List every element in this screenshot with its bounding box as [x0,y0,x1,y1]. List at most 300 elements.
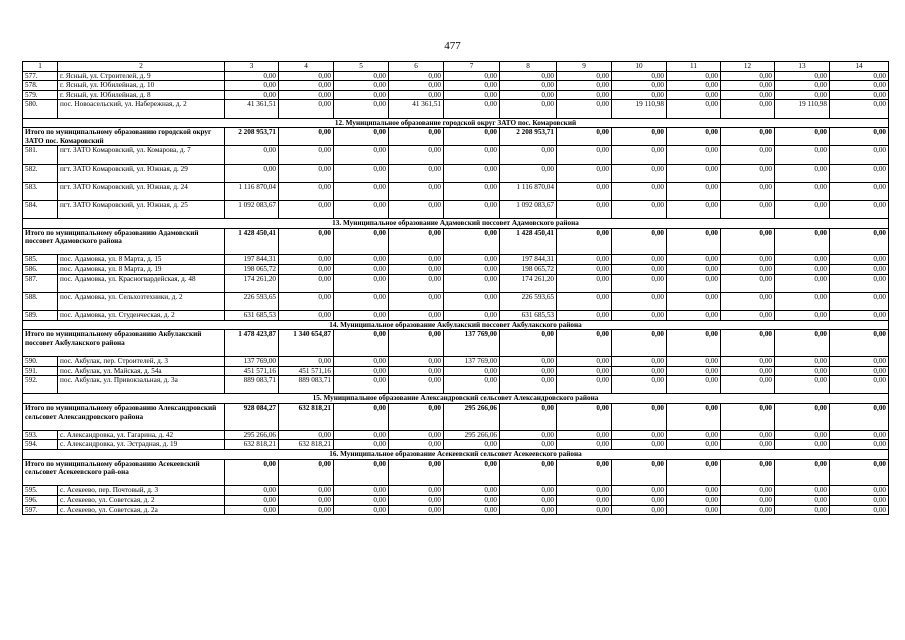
subtotal-label: Итого по муниципальному образованию Александровский сельсовет Александровского района [23,404,225,431]
row-number: 577. [23,71,58,81]
amount-cell: 0,00 [667,100,721,118]
table-row [23,505,889,515]
amount-cell: 0,00 [279,292,334,310]
amount-cell: 0,00 [775,505,830,515]
amount-cell: 0,00 [830,440,889,450]
amount-cell: 0,00 [721,200,775,218]
amount-cell: 0,00 [389,376,444,394]
amount-cell: 0,00 [444,274,500,292]
amount-cell: 0,00 [444,366,500,376]
amount-cell: 0,00 [775,495,830,505]
subtotal-cell: 137 769,00 [444,330,500,357]
amount-cell: 0,00 [612,440,667,450]
amount-cell: 0,00 [775,311,830,321]
amount-cell: 0,00 [389,486,444,496]
subtotal-cell: 0,00 [557,404,612,431]
address-cell: пгт. ЗАТО Комаровский, ул. Комарова, д. 7 [58,146,225,164]
subtotal-cell: 0,00 [279,459,334,486]
amount-cell: 0,00 [279,486,334,496]
subtotal-label: Итого по муниципальному образованию Акбулакский поссовет Акбулакского района [23,330,225,357]
table-row [23,311,889,321]
amount-cell: 0,00 [775,164,830,182]
table-row [23,81,889,91]
row-number: 585. [23,255,58,265]
amount-cell: 0,00 [444,182,500,200]
amount-cell: 0,00 [500,440,557,450]
report-table-body [23,62,889,515]
amount-cell: 0,00 [721,182,775,200]
subtotal-cell: 295 266,06 [444,404,500,431]
amount-cell: 0,00 [389,274,444,292]
amount-cell: 0,00 [830,505,889,515]
amount-cell: 451 571,16 [279,366,334,376]
subtotal-cell: 0,00 [721,459,775,486]
amount-cell: 0,00 [500,164,557,182]
column-number-2: 2 [58,62,225,72]
subtotal-cell: 1 478 423,87 [225,330,279,357]
amount-cell: 0,00 [830,376,889,394]
amount-cell: 0,00 [667,265,721,275]
subtotal-row [23,128,889,146]
amount-cell: 0,00 [279,274,334,292]
amount-cell: 0,00 [334,311,389,321]
amount-cell: 0,00 [500,505,557,515]
table-row [23,164,889,182]
amount-cell: 0,00 [667,81,721,91]
amount-cell: 0,00 [667,274,721,292]
amount-cell: 0,00 [334,486,389,496]
amount-cell: 0,00 [389,357,444,367]
row-number: 583. [23,182,58,200]
amount-cell: 0,00 [334,430,389,440]
amount-cell: 0,00 [444,255,500,265]
amount-cell: 0,00 [444,292,500,310]
amount-cell: 0,00 [667,146,721,164]
amount-cell: 0,00 [612,90,667,100]
amount-cell: 0,00 [667,200,721,218]
subtotal-cell: 0,00 [334,330,389,357]
subtotal-cell: 0,00 [389,459,444,486]
amount-cell: 0,00 [830,71,889,81]
amount-cell: 0,00 [612,200,667,218]
amount-cell: 0,00 [279,265,334,275]
amount-cell: 0,00 [612,366,667,376]
column-number-3: 3 [225,62,279,72]
subtotal-cell: 0,00 [389,128,444,146]
amount-cell: 0,00 [721,164,775,182]
amount-cell: 0,00 [830,486,889,496]
subtotal-cell: 0,00 [830,404,889,431]
subtotal-cell: 0,00 [500,330,557,357]
amount-cell: 0,00 [721,146,775,164]
amount-cell: 0,00 [389,255,444,265]
amount-cell: 0,00 [444,495,500,505]
amount-cell: 0,00 [830,100,889,118]
amount-cell: 0,00 [444,164,500,182]
amount-cell: 0,00 [775,200,830,218]
amount-cell: 0,00 [500,366,557,376]
row-number: 578. [23,81,58,91]
amount-cell: 197 844,31 [500,255,557,265]
amount-cell: 0,00 [279,81,334,91]
subtotal-cell: 0,00 [667,128,721,146]
amount-cell: 0,00 [667,486,721,496]
subtotal-cell: 0,00 [389,404,444,431]
amount-cell: 0,00 [721,430,775,440]
amount-cell: 0,00 [775,357,830,367]
amount-cell: 0,00 [612,495,667,505]
amount-cell: 19 110,98 [612,100,667,118]
amount-cell: 0,00 [612,265,667,275]
subtotal-cell: 0,00 [389,330,444,357]
amount-cell: 0,00 [279,71,334,81]
amount-cell: 0,00 [721,366,775,376]
amount-cell: 0,00 [830,81,889,91]
amount-cell: 0,00 [667,376,721,394]
amount-cell: 0,00 [557,100,612,118]
row-number: 582. [23,164,58,182]
column-number-6: 6 [389,62,444,72]
column-number-11: 11 [667,62,721,72]
amount-cell: 0,00 [830,146,889,164]
amount-cell: 0,00 [721,486,775,496]
amount-cell: 0,00 [830,357,889,367]
amount-cell: 0,00 [500,81,557,91]
section-heading: 15. Муниципальное образование Александровский сельсовет Александровского района [23,394,889,404]
address-cell: пос. Акбулак, пер. Строителей, д. 3 [58,357,225,367]
subtotal-cell: 0,00 [334,128,389,146]
subtotal-cell: 0,00 [775,330,830,357]
column-number-8: 8 [500,62,557,72]
amount-cell: 0,00 [389,200,444,218]
subtotal-cell: 0,00 [830,228,889,255]
amount-cell: 0,00 [334,90,389,100]
amount-cell: 0,00 [775,146,830,164]
subtotal-cell: 0,00 [225,459,279,486]
column-number-9: 9 [557,62,612,72]
amount-cell: 0,00 [721,357,775,367]
amount-cell: 0,00 [444,90,500,100]
amount-cell: 0,00 [612,505,667,515]
amount-cell: 0,00 [500,486,557,496]
amount-cell: 0,00 [830,430,889,440]
amount-cell: 0,00 [557,71,612,81]
amount-cell: 0,00 [830,200,889,218]
amount-cell: 0,00 [389,81,444,91]
amount-cell: 0,00 [612,255,667,265]
amount-cell: 0,00 [557,255,612,265]
amount-cell: 0,00 [612,430,667,440]
subtotal-cell: 0,00 [334,404,389,431]
row-number: 588. [23,292,58,310]
address-cell: пос. Адамовка, ул. Красногвардейская, д. 48 [58,274,225,292]
amount-cell: 0,00 [279,357,334,367]
subtotal-cell: 1 428 450,41 [225,228,279,255]
column-number-5: 5 [334,62,389,72]
subtotal-cell: 0,00 [721,128,775,146]
amount-cell: 0,00 [444,100,500,118]
subtotal-row [23,330,889,357]
subtotal-cell: 0,00 [667,459,721,486]
subtotal-cell: 0,00 [557,459,612,486]
amount-cell: 0,00 [334,366,389,376]
address-cell: пос. Адамовка, ул. Сельхозтехники, д. 2 [58,292,225,310]
amount-cell: 0,00 [667,71,721,81]
amount-cell: 631 685,53 [500,311,557,321]
amount-cell: 295 266,06 [444,430,500,440]
subtotal-cell: 0,00 [279,128,334,146]
amount-cell: 0,00 [279,182,334,200]
address-cell: пос. Адамовка, ул. 8 Марта, д. 15 [58,255,225,265]
amount-cell: 0,00 [721,292,775,310]
amount-cell: 631 685,53 [225,311,279,321]
table-row [23,430,889,440]
amount-cell: 0,00 [667,357,721,367]
amount-cell: 0,00 [721,81,775,91]
subtotal-cell: 0,00 [612,128,667,146]
amount-cell: 0,00 [557,292,612,310]
section-heading-row [23,219,889,229]
amount-cell: 0,00 [334,505,389,515]
amount-cell: 0,00 [775,255,830,265]
table-row [23,71,889,81]
amount-cell: 0,00 [557,486,612,496]
table-row [23,357,889,367]
section-heading-row [23,118,889,128]
amount-cell: 0,00 [775,292,830,310]
amount-cell: 0,00 [775,90,830,100]
table-row [23,100,889,118]
amount-cell: 0,00 [667,430,721,440]
amount-cell: 0,00 [500,100,557,118]
column-number-13: 13 [775,62,830,72]
amount-cell: 174 261,20 [225,274,279,292]
amount-cell: 0,00 [557,146,612,164]
amount-cell: 0,00 [389,71,444,81]
row-number: 591. [23,366,58,376]
amount-cell: 1 116 870,04 [500,182,557,200]
amount-cell: 0,00 [279,430,334,440]
amount-cell: 0,00 [557,376,612,394]
amount-cell: 0,00 [830,255,889,265]
section-heading: 16. Муниципальное образование Асекеевский сельсовет Асекеевского района [23,449,889,459]
page-number: 477 [444,40,461,52]
subtotal-cell: 632 818,21 [279,404,334,431]
amount-cell: 0,00 [721,71,775,81]
address-cell: пгт. ЗАТО Комаровский, ул. Южная, д. 24 [58,182,225,200]
subtotal-cell: 2 208 953,71 [500,128,557,146]
amount-cell: 0,00 [830,90,889,100]
amount-cell: 0,00 [667,311,721,321]
amount-cell: 0,00 [500,146,557,164]
amount-cell: 0,00 [830,292,889,310]
amount-cell: 1 092 083,67 [225,200,279,218]
amount-cell: 0,00 [557,200,612,218]
amount-cell: 0,00 [389,292,444,310]
subtotal-cell: 0,00 [667,228,721,255]
amount-cell: 0,00 [557,164,612,182]
subtotal-cell: 0,00 [721,330,775,357]
subtotal-cell: 0,00 [721,228,775,255]
amount-cell: 0,00 [500,357,557,367]
address-cell: с. Александровка, ул. Эстрадная, д. 19 [58,440,225,450]
amount-cell: 0,00 [557,366,612,376]
subtotal-cell: 0,00 [830,330,889,357]
amount-cell: 226 593,65 [500,292,557,310]
amount-cell: 198 065,72 [500,265,557,275]
amount-cell: 0,00 [667,440,721,450]
amount-cell: 632 818,21 [279,440,334,450]
table-row [23,440,889,450]
amount-cell: 0,00 [830,366,889,376]
subtotal-cell: 0,00 [444,228,500,255]
amount-cell: 295 266,06 [225,430,279,440]
amount-cell: 0,00 [775,274,830,292]
amount-cell: 0,00 [612,486,667,496]
amount-cell: 0,00 [389,182,444,200]
amount-cell: 0,00 [444,265,500,275]
address-cell: г. Ясный, ул. Юбилейная, д. 8 [58,90,225,100]
row-number: 593. [23,430,58,440]
amount-cell: 0,00 [557,495,612,505]
amount-cell: 0,00 [721,505,775,515]
subtotal-row [23,404,889,431]
amount-cell: 451 571,16 [225,366,279,376]
amount-cell: 19 110,98 [775,100,830,118]
subtotal-label: Итого по муниципальному образованию городской округ ЗАТО пос. Комаровский [23,128,225,146]
row-number: 597. [23,505,58,515]
row-number: 589. [23,311,58,321]
subtotal-cell: 0,00 [444,459,500,486]
column-number-row [23,62,889,72]
subtotal-cell: 0,00 [612,459,667,486]
amount-cell: 0,00 [225,486,279,496]
subtotal-row [23,459,889,486]
amount-cell: 0,00 [612,376,667,394]
address-cell: пос. Адамовка, ул. Студенческая, д. 2 [58,311,225,321]
table-row [23,376,889,394]
amount-cell: 41 361,51 [225,100,279,118]
amount-cell: 0,00 [612,274,667,292]
amount-cell: 0,00 [500,495,557,505]
amount-cell: 0,00 [775,430,830,440]
amount-cell: 0,00 [444,71,500,81]
subtotal-cell: 0,00 [667,330,721,357]
amount-cell: 0,00 [667,292,721,310]
amount-cell: 0,00 [334,71,389,81]
table-row [23,265,889,275]
amount-cell: 0,00 [279,495,334,505]
address-cell: пос. Адамовка, ул. 8 Марта, д. 19 [58,265,225,275]
amount-cell: 1 092 083,67 [500,200,557,218]
subtotal-cell: 0,00 [775,128,830,146]
amount-cell: 0,00 [775,376,830,394]
amount-cell: 0,00 [225,505,279,515]
address-cell: пгт. ЗАТО Комаровский, ул. Южная, д. 29 [58,164,225,182]
address-cell: пос. Акбулак, ул. Майская, д. 54а [58,366,225,376]
address-cell: с. Асекеево, ул. Советская, д. 2а [58,505,225,515]
amount-cell: 0,00 [667,255,721,265]
table-row [23,200,889,218]
amount-cell: 0,00 [500,376,557,394]
amount-cell: 0,00 [557,274,612,292]
section-heading-row [23,320,889,330]
subtotal-cell: 0,00 [830,128,889,146]
amount-cell: 0,00 [721,265,775,275]
row-number: 595. [23,486,58,496]
amount-cell: 0,00 [444,146,500,164]
amount-cell: 0,00 [557,440,612,450]
amount-cell: 0,00 [444,311,500,321]
subtotal-label: Итого по муниципальному образованию Асекеевский сельсовет Асекеевского рай-она [23,459,225,486]
column-number-14: 14 [830,62,889,72]
address-cell: г. Ясный, ул. Юбилейная, д. 10 [58,81,225,91]
amount-cell: 0,00 [612,81,667,91]
subtotal-label: Итого по муниципальному образованию Адамовский поссовет Адамовского района [23,228,225,255]
amount-cell: 0,00 [389,164,444,182]
amount-cell: 0,00 [557,182,612,200]
amount-cell: 0,00 [389,440,444,450]
amount-cell: 0,00 [721,440,775,450]
row-number: 592. [23,376,58,394]
column-number-12: 12 [721,62,775,72]
amount-cell: 0,00 [334,255,389,265]
table-row [23,366,889,376]
table-row [23,182,889,200]
amount-cell: 0,00 [775,440,830,450]
subtotal-cell: 0,00 [830,459,889,486]
subtotal-cell: 0,00 [557,128,612,146]
amount-cell: 0,00 [225,146,279,164]
amount-cell: 174 261,20 [500,274,557,292]
table-row [23,292,889,310]
amount-cell: 0,00 [557,430,612,440]
amount-cell: 0,00 [444,486,500,496]
amount-cell: 0,00 [500,430,557,440]
amount-cell: 0,00 [667,495,721,505]
section-heading: 14. Муниципальное образование Акбулакский поссовет Акбулакского района [23,320,889,330]
address-cell: пос. Акбулак, ул. Привокзальная, д. 3а [58,376,225,394]
amount-cell: 0,00 [389,505,444,515]
address-cell: г. Ясный, ул. Строителей, д. 9 [58,71,225,81]
amount-cell: 889 083,71 [225,376,279,394]
subtotal-cell: 0,00 [667,404,721,431]
amount-cell: 0,00 [557,81,612,91]
address-cell: с. Асекеево, пер. Почтовый, д. 3 [58,486,225,496]
amount-cell: 0,00 [279,100,334,118]
amount-cell: 0,00 [775,265,830,275]
amount-cell: 0,00 [830,164,889,182]
amount-cell: 0,00 [612,146,667,164]
amount-cell: 0,00 [721,90,775,100]
subtotal-cell: 0,00 [721,404,775,431]
subtotal-cell: 0,00 [279,228,334,255]
amount-cell: 0,00 [557,265,612,275]
amount-cell: 0,00 [612,357,667,367]
amount-cell: 0,00 [612,182,667,200]
row-number: 587. [23,274,58,292]
subtotal-cell: 0,00 [775,404,830,431]
amount-cell: 0,00 [225,81,279,91]
row-number: 586. [23,265,58,275]
amount-cell: 0,00 [775,486,830,496]
subtotal-cell: 0,00 [612,404,667,431]
amount-cell: 0,00 [279,164,334,182]
row-number: 596. [23,495,58,505]
subtotal-cell: 0,00 [775,228,830,255]
table-row [23,90,889,100]
table-row [23,146,889,164]
